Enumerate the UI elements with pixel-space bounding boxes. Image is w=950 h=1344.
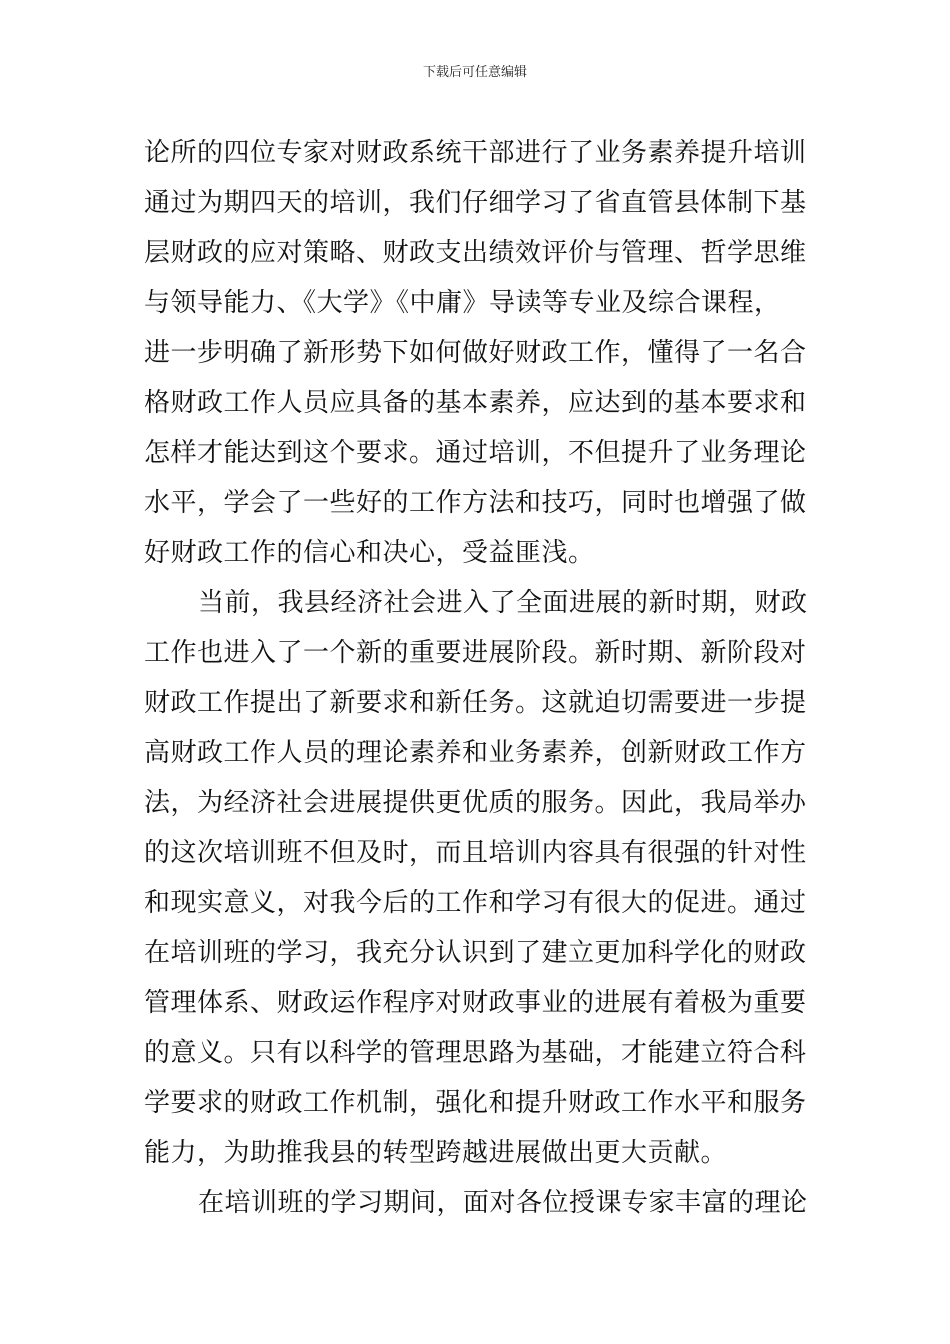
paragraph-start-line: 当前，我县经济社会进入了全面进展的新时期，财政 bbox=[198, 588, 808, 618]
text-line: 格财政工作人员应具备的基本素养，应达到的基本要求和 bbox=[144, 388, 807, 418]
text-line: 通过为期四天的培训，我们仔细学习了省直管县体制下基 bbox=[144, 188, 807, 218]
text-line: 好财政工作的信心和决心，受益匪浅。 bbox=[144, 538, 595, 568]
text-line: 水平，学会了一些好的工作方法和技巧，同时也增强了做 bbox=[144, 488, 807, 518]
text-line: 法，为经济社会进展提供更优质的服务。因此，我局举办 bbox=[144, 788, 807, 818]
text-line: 工作也进入了一个新的重要进展阶段。新时期、新阶段对 bbox=[144, 638, 807, 668]
text-line: 的意义。只有以科学的管理思路为基础，才能建立符合科 bbox=[144, 1038, 807, 1068]
text-line: 层财政的应对策略、财政支出绩效评价与管理、哲学思维 bbox=[144, 238, 807, 268]
text-line: 怎样才能达到这个要求。通过培训，不但提升了业务理论 bbox=[144, 438, 807, 468]
text-line: 财政工作提出了新要求和新任务。这就迫切需要进一步提 bbox=[144, 688, 807, 718]
text-line: 学要求的财政工作机制，强化和提升财政工作水平和服务 bbox=[144, 1088, 807, 1118]
document-body bbox=[144, 128, 808, 1228]
text-line: 和现实意义，对我今后的工作和学习有很大的促进。通过 bbox=[144, 888, 807, 918]
text-line: 进一步明确了新形势下如何做好财政工作，懂得了一名合 bbox=[144, 338, 807, 368]
paragraph-start-line: 在培训班的学习期间，面对各位授课专家丰富的理论 bbox=[198, 1188, 808, 1218]
page-header-note: 下载后可任意编辑 bbox=[422, 65, 527, 80]
text-line: 与领导能力、《大学》《中庸》导读等专业及综合课程， bbox=[144, 288, 781, 318]
text-line: 在培训班的学习，我充分认识到了建立更加科学化的财政 bbox=[144, 938, 807, 968]
text-line: 论所的四位专家对财政系统干部进行了业务素养提升培训 bbox=[144, 138, 807, 168]
text-line: 能力，为助推我县的转型跨越进展做出更大贡献。 bbox=[144, 1138, 728, 1168]
text-line: 高财政工作人员的理论素养和业务素养，创新财政工作方 bbox=[144, 738, 807, 768]
text-line: 的这次培训班不但及时，而且培训内容具有很强的针对性 bbox=[144, 838, 807, 868]
text-line: 管理体系、财政运作程序对财政事业的进展有着极为重要 bbox=[144, 988, 807, 1018]
